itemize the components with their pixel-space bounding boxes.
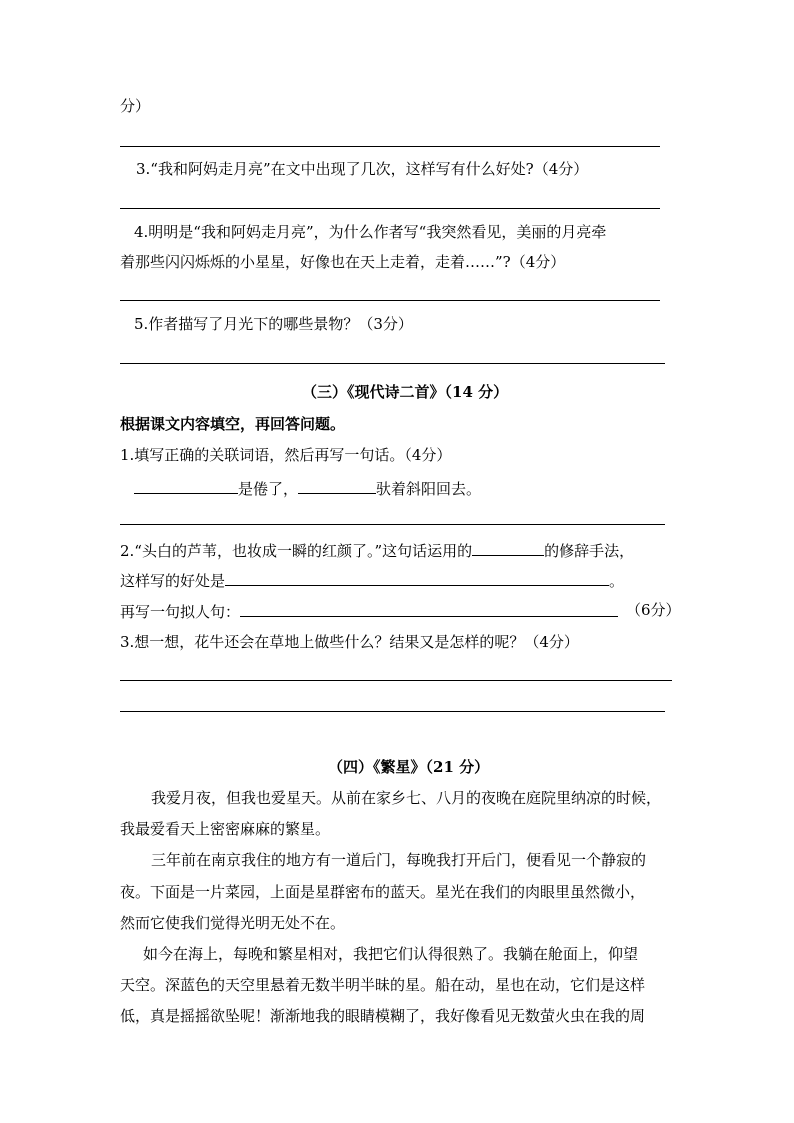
benefit-end: 。 [609,572,625,590]
answer-line[interactable] [120,300,660,301]
fill-blank[interactable] [298,477,376,494]
answer-line[interactable] [120,146,660,147]
section-3-question-2-row [120,539,634,561]
paragraph-1-line-1: 我爱月夜，但我也爱星天。从前在家乡七、八月的夜晚在庭院里纳凉的时候， [151,789,662,807]
paragraph-3-line-1: 如今在海上，每晚和繁星相对，我把它们认得很熟了。我躺在舱面上，仰望 [143,945,639,963]
section-3-question-3: 3.想一想，花牛还会在草地上做些什么？结果又是怎样的呢？（4分） [120,633,579,651]
answer-line[interactable] [120,524,665,525]
paragraph-3-line-3: 低，真是摇摇欲坠呢！渐渐地我的眼睛模糊了，我好像看见无数萤火虫在我的周 [120,1007,646,1025]
answer-line[interactable] [120,711,665,712]
paragraph-3-line-2: 天空。深蓝色的天空里悬着无数半明半昧的星。船在动，星也在动，它们是这样 [120,976,646,994]
question-4-line-1: 4.明明是“我和阿妈走月亮”，为什么作者写“我突然看见，美丽的月亮牵 [134,223,607,241]
question-2-benefit-row [120,569,624,591]
question-4-line-2: 着那些闪闪烁烁的小星星，好像也在天上走着，走着……”?（4分） [120,253,566,271]
paragraph-1-line-2: 我最爱看天上密密麻麻的繁星。 [120,820,331,838]
section-4-title: （四）《繁星》（21 分） [328,758,490,776]
answer-line[interactable] [120,208,660,209]
section-3-title: （三）《现代诗二首》（14 分） [302,383,509,401]
fill-blank[interactable] [240,600,618,617]
fill-text-a: 是倦了， [238,480,299,498]
fill-blank[interactable] [134,477,238,494]
answer-line[interactable] [120,680,672,681]
paragraph-2-line-1: 三年前在南京我住的地方有一道后门，每晚我打开后门，便看见一个静寂的 [151,851,647,869]
question-2-text: 2.“头白的芦苇，也妆成一瞬的红颜了。”这句话运用的 [120,542,473,560]
question-2-score: （6分） [626,601,681,619]
personification-label: 再写一句拟人句： [120,603,241,621]
continued-score-text: 分） [120,97,151,115]
fill-text-b: 驮着斜阳回去。 [376,480,482,498]
answer-line[interactable] [120,363,665,364]
paragraph-2-line-3: 然而它使我们觉得光明无处不在。 [120,914,346,932]
question-3: 3.“我和阿妈走月亮”在文中出现了几次，这样写有什么好处?（4分） [136,160,589,178]
fill-blank[interactable] [225,569,609,586]
section-3-question-1: 1.填写正确的关联词语，然后再写一句话。（4分） [120,446,452,464]
question-2-text-end: 的修辞手法， [544,542,635,560]
section-3-instruction: 根据课文内容填空，再回答问题。 [120,415,346,433]
question-5: 5.作者描写了月光下的哪些景物？（3分） [134,315,413,333]
fill-blank[interactable] [472,539,544,556]
question-1-fill-row [134,477,481,499]
paragraph-2-line-2: 夜。下面是一片菜园，上面是星群密布的蓝天。星光在我们的肉眼里虽然微小， [120,883,646,901]
personification-row [120,600,618,622]
benefit-label: 这样写的好处是 [120,572,226,590]
